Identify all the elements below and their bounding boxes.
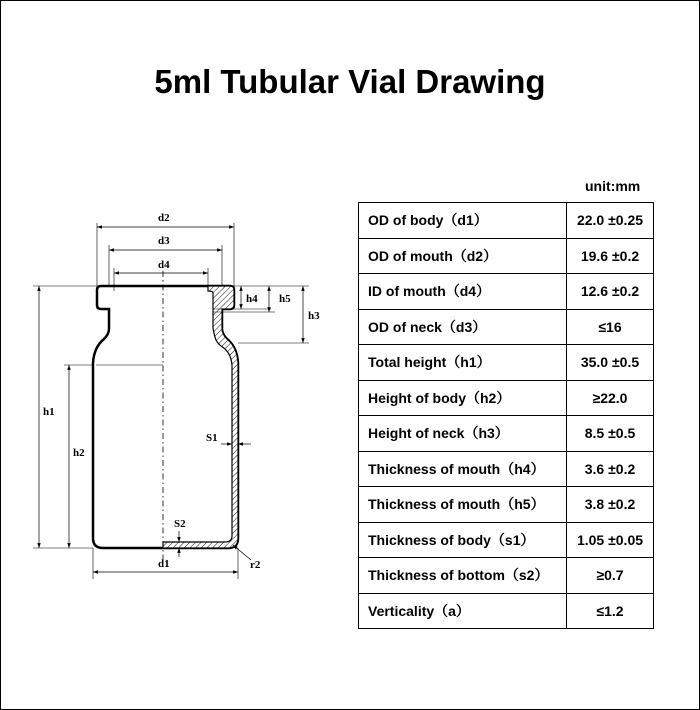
wall-section xyxy=(163,286,238,548)
value-cell: 3.8 ±0.2 xyxy=(567,487,654,523)
spec-table xyxy=(358,202,654,629)
table-row xyxy=(359,309,654,345)
d1-label: d1 xyxy=(158,558,170,570)
table-row xyxy=(359,345,654,381)
param-cell: OD of body（d1） xyxy=(359,203,567,239)
h4-label: h4 xyxy=(246,293,258,305)
param-cell: Thickness of body（s1） xyxy=(359,522,567,558)
param-cell: Thickness of mouth（h4） xyxy=(359,451,567,487)
value-cell: 1.05 ±0.05 xyxy=(567,522,654,558)
unit-label: unit:mm xyxy=(585,178,641,194)
table-row xyxy=(359,487,654,523)
table-row xyxy=(359,274,654,310)
d2-label: d2 xyxy=(158,212,170,224)
value-cell: 12.6 ±0.2 xyxy=(567,274,654,310)
h2-label: h2 xyxy=(73,447,85,459)
param-cell: Total height（h1） xyxy=(359,345,567,381)
param-cell: Height of body（h2） xyxy=(359,380,567,416)
table-row xyxy=(359,522,654,558)
param-cell: OD of neck（d3） xyxy=(359,309,567,345)
value-cell: ≥0.7 xyxy=(567,558,654,594)
table-row xyxy=(359,416,654,452)
table-row xyxy=(359,451,654,487)
value-cell: ≤1.2 xyxy=(567,593,654,629)
vial-outline xyxy=(93,286,163,548)
table-row xyxy=(359,593,654,629)
param-cell: Height of neck（h3） xyxy=(359,416,567,452)
value-cell: 35.0 ±0.5 xyxy=(567,345,654,381)
value-cell: 19.6 ±0.2 xyxy=(567,238,654,274)
h5-label: h5 xyxy=(279,293,291,305)
d3-label: d3 xyxy=(158,235,170,247)
s2-label: S2 xyxy=(174,518,186,530)
param-cell: OD of mouth（d2） xyxy=(359,238,567,274)
page-title: 5ml Tubular Vial Drawing xyxy=(154,63,546,100)
value-cell: ≥22.0 xyxy=(567,380,654,416)
param-cell: Thickness of bottom（s2） xyxy=(359,558,567,594)
r2-label: r2 xyxy=(250,559,261,571)
table-row xyxy=(359,558,654,594)
table-row xyxy=(359,380,654,416)
vial-outer-right xyxy=(163,286,238,548)
h3-label: h3 xyxy=(308,310,320,322)
param-cell: ID of mouth（d4） xyxy=(359,274,567,310)
table-row xyxy=(359,238,654,274)
value-cell: ≤16 xyxy=(567,309,654,345)
s1-label: S1 xyxy=(206,432,218,444)
d4-label: d4 xyxy=(158,259,170,271)
param-cell: Verticality（a） xyxy=(359,593,567,629)
param-cell: Thickness of mouth（h5） xyxy=(359,487,567,523)
value-cell: 8.5 ±0.5 xyxy=(567,416,654,452)
value-cell: 3.6 ±0.2 xyxy=(567,451,654,487)
h1-label: h1 xyxy=(43,406,55,418)
value-cell: 22.0 ±0.25 xyxy=(567,203,654,239)
table-row xyxy=(359,203,654,239)
